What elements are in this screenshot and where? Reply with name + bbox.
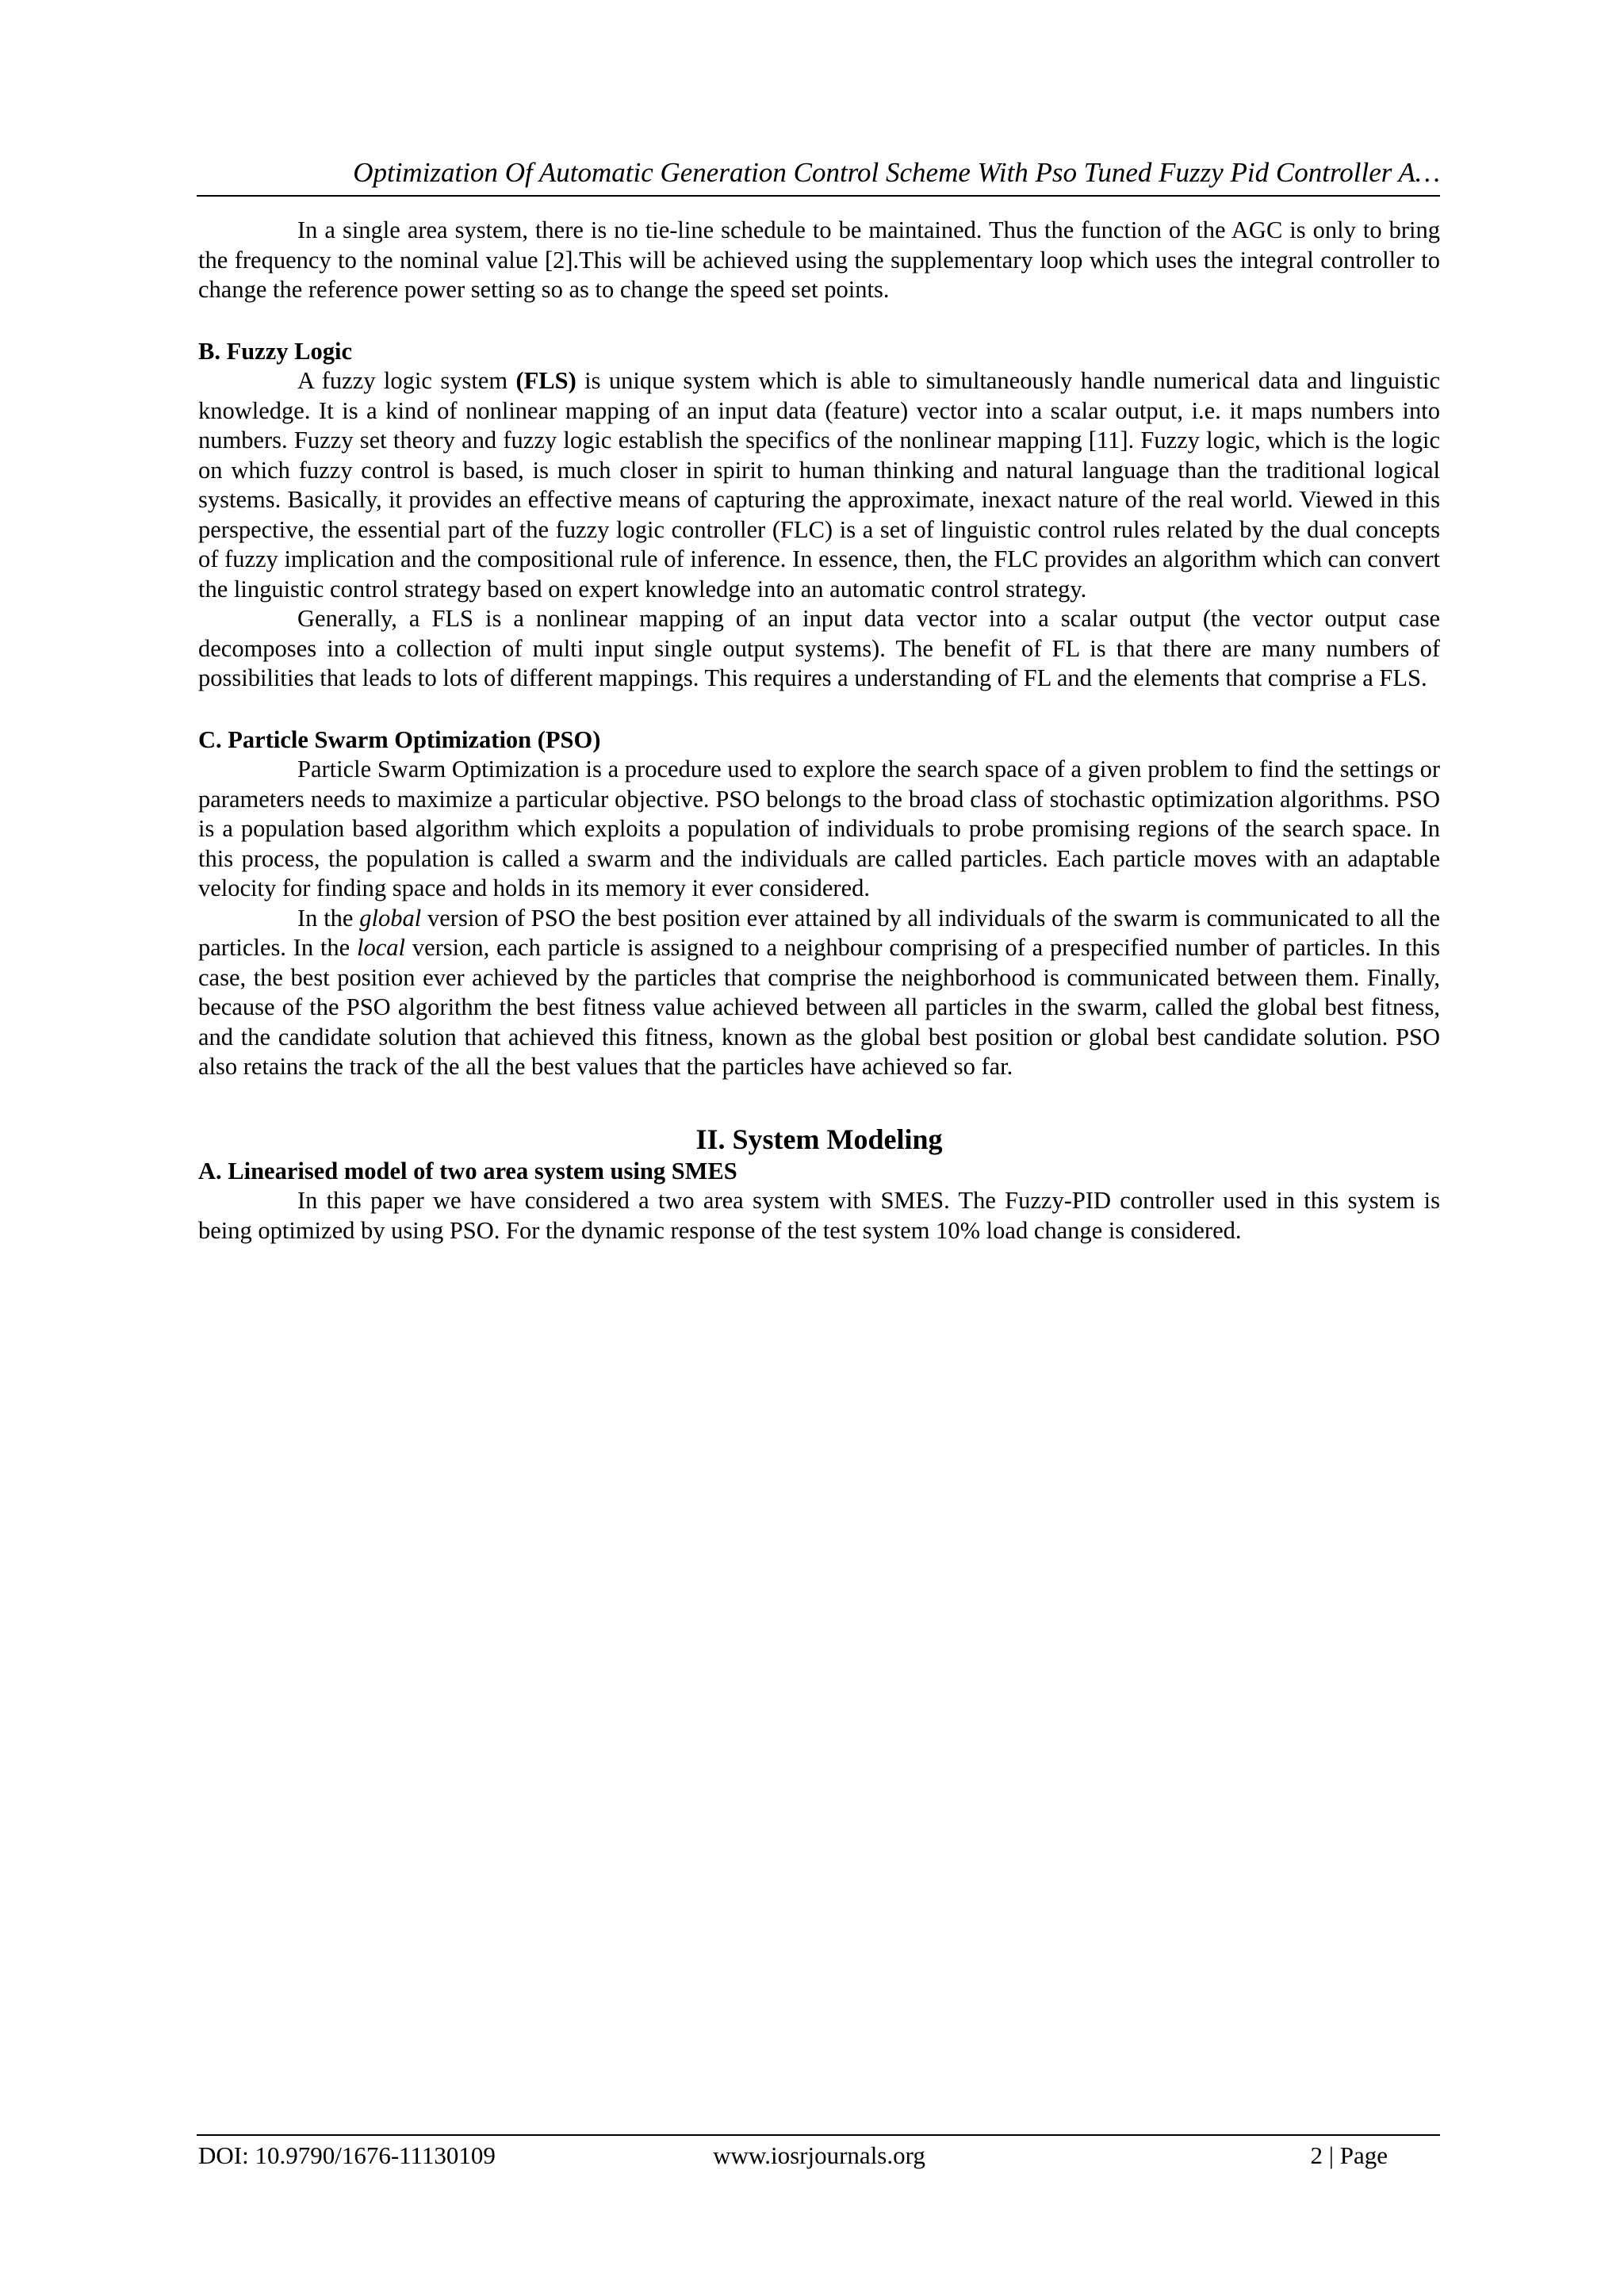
footer-page-number: 2 | Page — [1310, 2141, 1388, 2169]
fuzzy-p1-text-b: is unique system which is able to simultaneously handle numerical data and linguistic knowledge. It is a kind of nonlinear mapping of an input data (feature) vector into a scalar output, i.e. it maps numbers into numbers. Fuzzy set theory and fuzzy logic establish the specifics of the nonlinear mapping [11]. Fuzzy logic, which is the logic on which fuzzy control is based, is much closer in spirit to human thinking and natural language than the traditional logical systems. Basically, it provides an effective means of capturing the approximate, inexact nature of the real world. Viewed in this perspective, the essential part of the fuzzy logic controller (FLC) is a set of linguistic control rules related by the dual concepts of fuzzy implication and the compositional rule of inference. In essence, then, the FLC provides an algorithm which can convert the linguistic control strategy based on expert knowledge into an automatic control strategy. — [198, 367, 1440, 603]
footer-website: www.iosrjournals.org — [713, 2141, 925, 2169]
footer-rule — [197, 2134, 1440, 2136]
pso-p2-text-a: In the — [297, 904, 360, 932]
pso-paragraph-1: Particle Swarm Optimization is a procedure used to explore the search space of a given problem to find the settings or parameters needs to maximize a particular objective. PSO belongs to the broad class of stochastic optimization algorithms. PSO is a population based algorithm which exploits a population of individuals to probe promising regions of the search space. In this process, the population is called a swarm and the individuals are called particles. Each particle moves with an adaptable velocity for finding space and holds in its memory it ever considered. — [198, 756, 1440, 901]
two-area-model-heading: A. Linearised model of two area system using SMES — [198, 1157, 737, 1184]
local-italic-term: local — [357, 934, 406, 961]
pso-heading: C. Particle Swarm Optimization (PSO) — [198, 725, 601, 753]
fuzzy-paragraph-1 — [198, 366, 1440, 604]
pso-paragraph-2 — [198, 904, 1440, 1082]
intro-paragraph: In a single area system, there is no tie-line schedule to be maintained. Thus the function of the AGC is only to bring the frequency to the nominal value [2].This will be achieved using the supplementary loop which uses the integral controller to change the reference power setting so as to change the speed set points. — [198, 216, 1440, 303]
pso-p2-text-c: version, each particle is assigned to a neighbour comprising of a prespecified number of particles. In this case, the best position ever achieved by the particles that comprise the neighborhood is communicated between them. Finally, because of the PSO algorithm the best fitness value achieved between all particles in the swarm, called the global best fitness, and the candidate solution that achieved this fitness, known as the global best position or global best candidate solution. PSO also retains the track of the all the best values that the particles have achieved so far. — [198, 934, 1440, 1080]
section-2-title: II. System Modeling — [695, 1123, 943, 1155]
footer-doi: DOI: 10.9790/1676-11130109 — [198, 2141, 496, 2169]
fuzzy-paragraph-2: Generally, a FLS is a nonlinear mapping of an input data vector into a scalar output (the vector output case decomposes into a collection of multi input single output systems). The benefit of FL is that there are many numbers of possibilities that leads to lots of different mappings. This requires a understanding of FL and the elements that comprise a FLS. — [198, 605, 1440, 691]
fuzzy-p1-text-a: A fuzzy logic system — [297, 367, 516, 394]
global-italic-term: global — [359, 904, 422, 932]
header-rule — [197, 195, 1440, 197]
running-header: Optimization Of Automatic Generation Control Scheme With Pso Tuned Fuzzy Pid Controller A… — [353, 157, 1440, 188]
fuzzy-logic-heading: B. Fuzzy Logic — [198, 337, 352, 365]
page-body — [198, 216, 1440, 1246]
fls-bold-term: (FLS) — [515, 367, 576, 394]
system-modeling-paragraph: In this paper we have considered a two area system with SMES. The Fuzzy-PID controller used in this system is being optimized by using PSO. For the dynamic response of the test system 10% load change is considered. — [198, 1187, 1440, 1244]
pso-p2-text-b: version of PSO the best position ever attained by all individuals of the swarm is communicated to all the particles. In the — [198, 904, 1440, 961]
page-footer — [198, 2141, 1440, 2172]
